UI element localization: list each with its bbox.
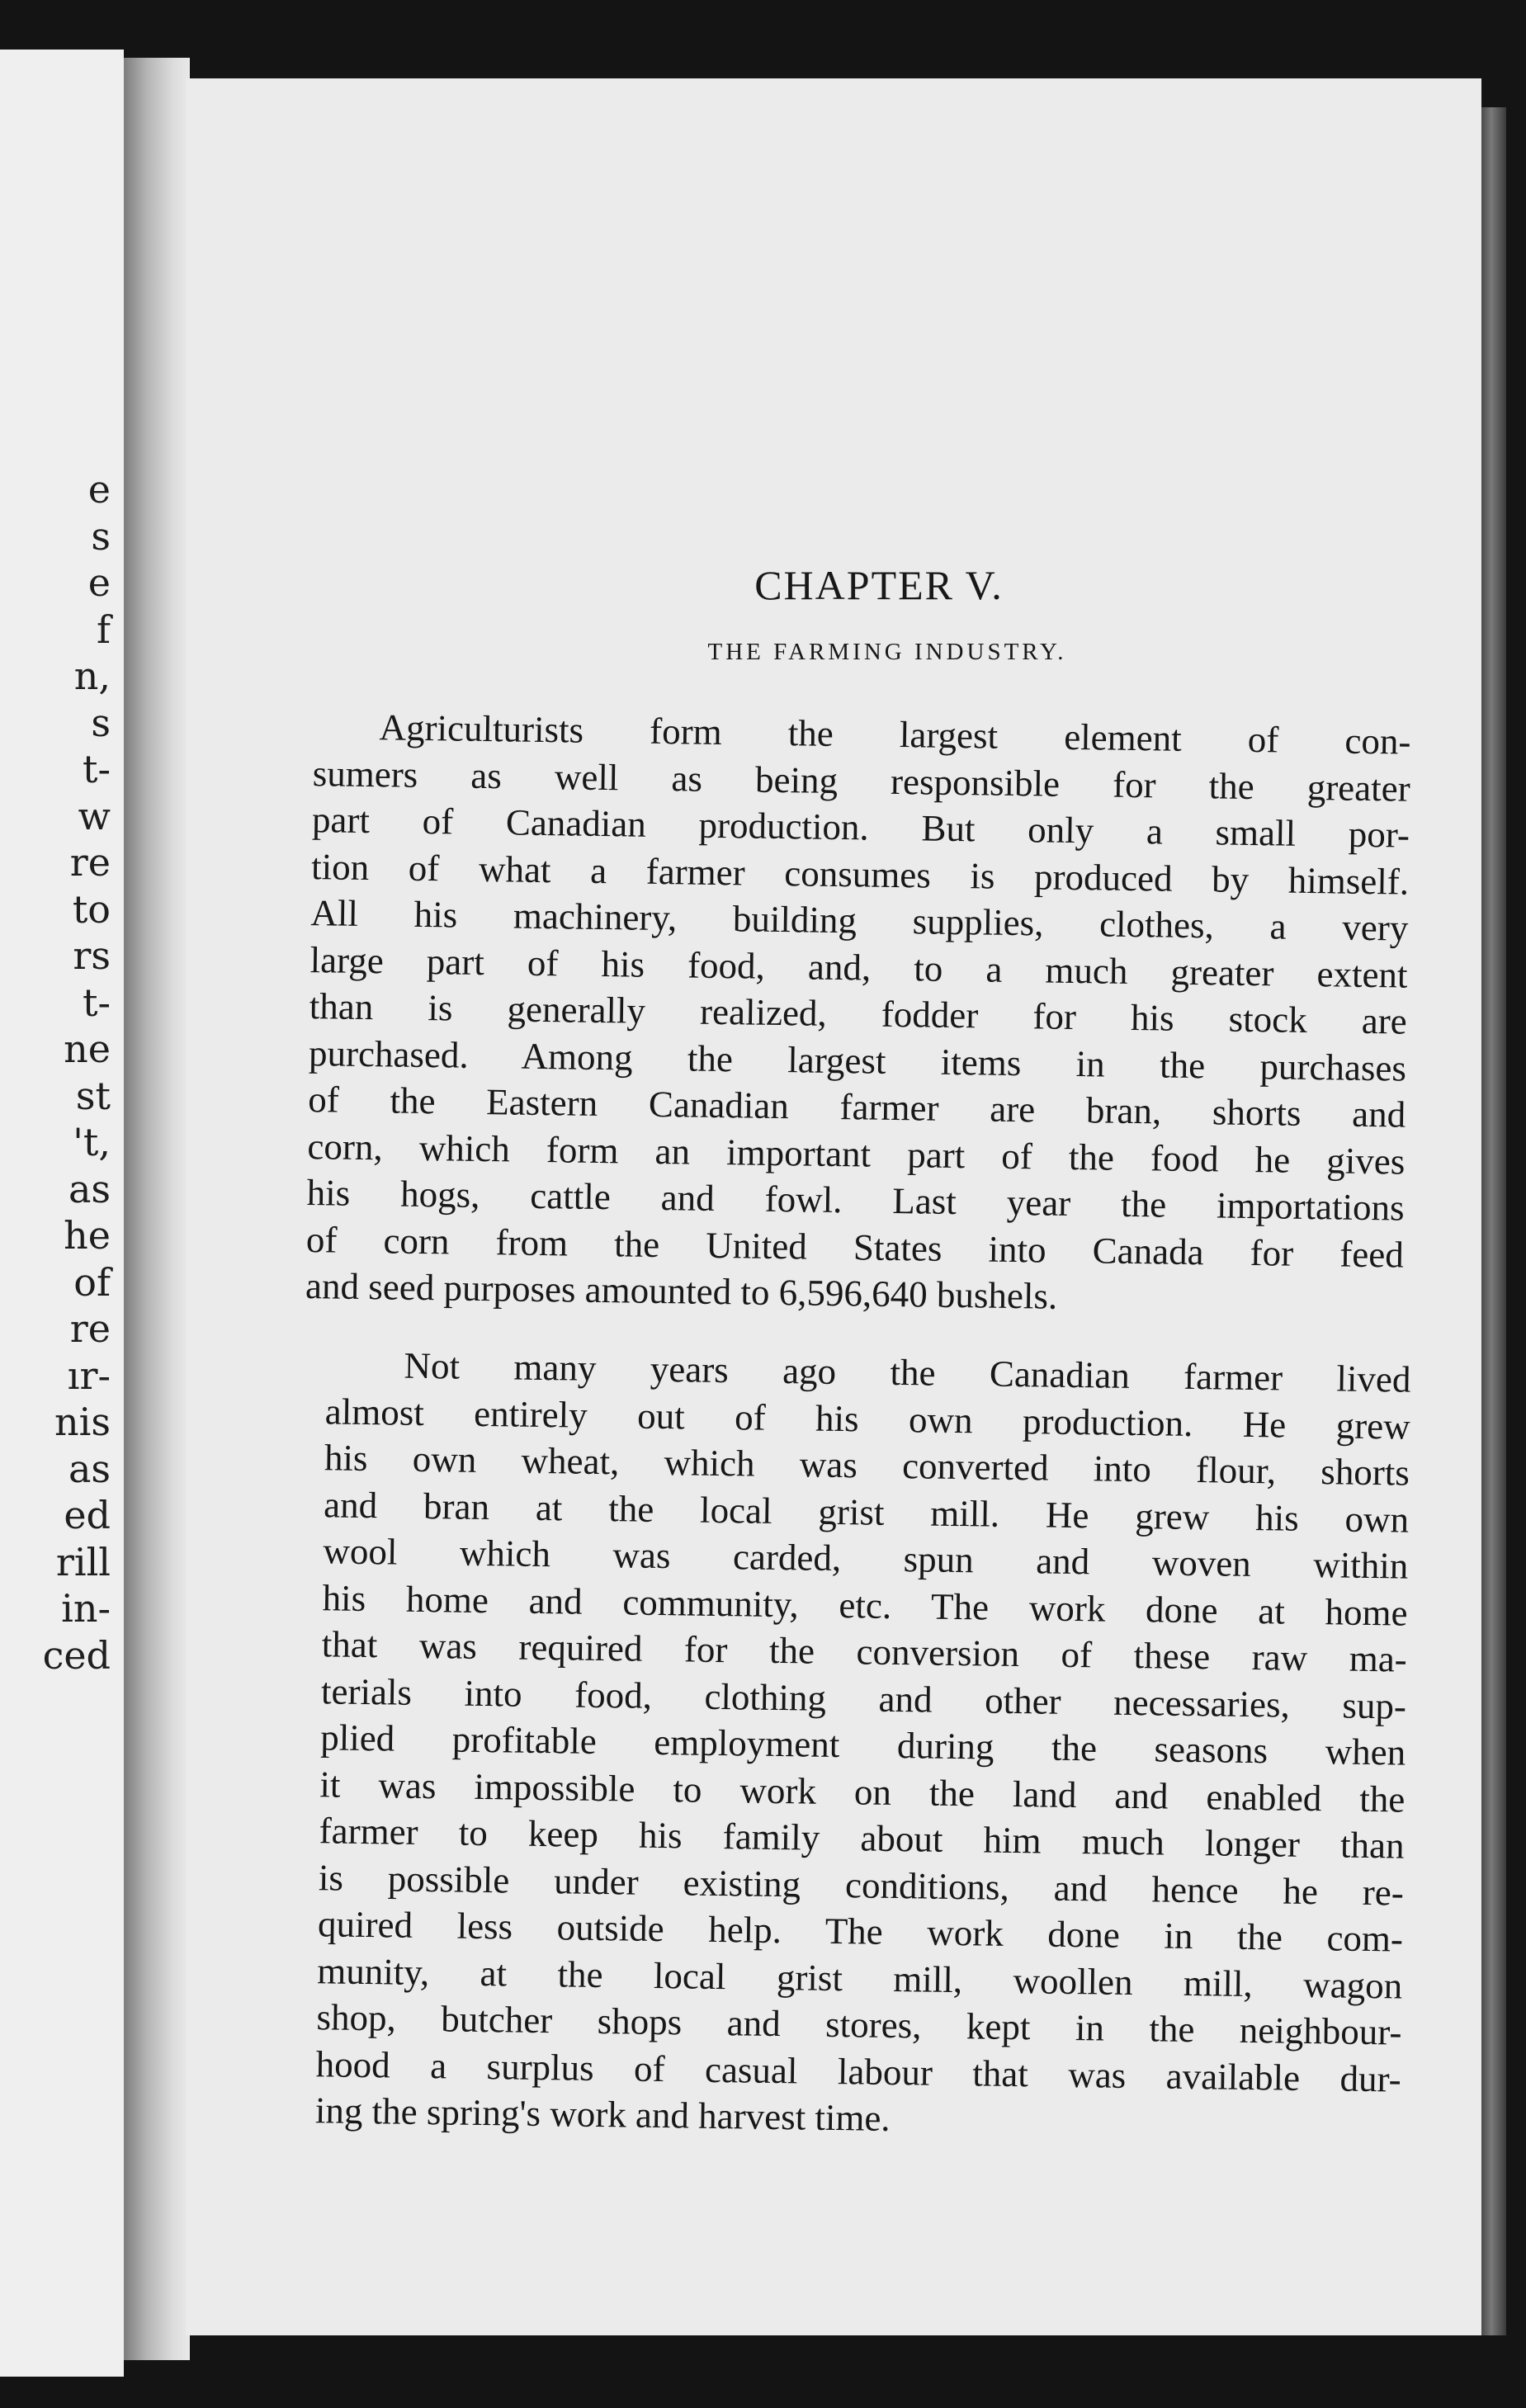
fragment: n, [73, 654, 111, 698]
text-line: of corn from the United States into Canada for feed [305, 1218, 1405, 1276]
chapter-subtitle: THE FARMING INDUSTRY. [707, 639, 1067, 665]
fragment: as [68, 1166, 111, 1211]
fragment: 't, [73, 1120, 111, 1164]
book-page [186, 78, 1481, 2335]
fragment: ed [64, 1493, 111, 1537]
fragment: f [96, 607, 111, 652]
paragraph-2 [237, 1340, 1411, 2149]
text-line: terials into food, clothing and other necessaries, sup- [320, 1669, 1407, 1726]
text-line: and bran at the local grist mill. He grew his own [323, 1483, 1410, 1540]
fragment: in- [61, 1586, 111, 1631]
text-line: plied profitable employment during the seasons when [319, 1716, 1406, 1773]
left-facing-page [0, 50, 124, 2377]
fragment: ced [42, 1632, 111, 1678]
text-line: his hogs, cattle and fowl. Last year the importations [306, 1172, 1405, 1229]
text-line: hood a surplus of casual labour that was available dur- [315, 2042, 1401, 2099]
text-line: tion of what a farmer consumes is produced by himself. [310, 845, 1410, 903]
text-line: his own wheat, which was converted into flour, shorts [324, 1436, 1410, 1494]
text-line: Not many years ago the Canadian farmer lived [404, 1344, 1411, 1400]
text-line: quired less outside help. The work done in the com- [317, 1902, 1404, 1960]
fragment: s [91, 700, 111, 745]
fragment: t- [82, 747, 111, 791]
chapter-title: CHAPTER V. [754, 562, 1004, 608]
fragment: st [75, 1073, 111, 1118]
text-line: wool which was carded, spun and woven within [323, 1529, 1409, 1587]
fragment: re [69, 840, 111, 885]
text-line: than is generally realized, fodder for his stock are [309, 985, 1408, 1042]
text-line: and seed purposes amounted to 6,596,640 bushels. [305, 1265, 1058, 1317]
text-line: All his machinery, building supplies, clothes, a very [310, 892, 1409, 949]
paragraph-1 [239, 702, 1411, 1324]
page-content [248, 561, 1411, 2139]
left-page-text-fragments [3, 466, 111, 1679]
fragment: nis [54, 1400, 111, 1444]
fragment: ır- [67, 1353, 111, 1398]
fragment: t- [82, 980, 111, 1025]
book-gutter-shadow [124, 58, 190, 2360]
fragment: ne [64, 1027, 111, 1071]
text-line: sumers as well as being responsible for the greater [312, 752, 1411, 810]
text-line: corn, which form an important part of the food he gives [307, 1125, 1406, 1183]
text-line: that was required for the conversion of these raw ma- [321, 1622, 1408, 1680]
fragment: w [78, 793, 111, 838]
fragment: e [87, 560, 111, 605]
text-line: almost entirely out of his own production. He grew [324, 1390, 1411, 1447]
text-line: it was impossible to work on the land and enabled the [319, 1763, 1406, 1820]
text-line: munity, at the local grist mill, woollen mill, wagon [316, 1949, 1403, 2006]
text-line: large part of his food, and, to a much greater extent [309, 938, 1408, 996]
fragment: of [73, 1259, 111, 1305]
text-line: is possible under existing conditions, and hence he re- [318, 1856, 1405, 1913]
fragment: rill [55, 1539, 111, 1584]
fragment: to [72, 886, 111, 932]
text-line: ing the spring's work and harvest time. [314, 2089, 891, 2139]
fragment: rs [73, 933, 111, 978]
text-line: purchased. Among the largest items in the purchases [308, 1032, 1407, 1089]
text-line: farmer to keep his family about him much longer than [319, 1809, 1405, 1867]
text-line: shop, butcher shops and stores, kept in the neighbour- [316, 1995, 1402, 2053]
text-line: his home and community, etc. The work done at home [322, 1576, 1408, 1633]
page-edge-shadow [1481, 107, 1506, 2335]
fragment: he [64, 1213, 111, 1258]
fragment: e [87, 467, 111, 512]
text-line: part of Canadian production. But only a small por- [311, 799, 1410, 856]
fragment: re [69, 1306, 111, 1351]
fragment: as [68, 1446, 111, 1491]
text-line: of the Eastern Canadian farmer are bran, shorts and [307, 1079, 1406, 1136]
text-line: Agriculturists form the largest element of con- [379, 706, 1411, 763]
fragment: s [91, 513, 111, 559]
